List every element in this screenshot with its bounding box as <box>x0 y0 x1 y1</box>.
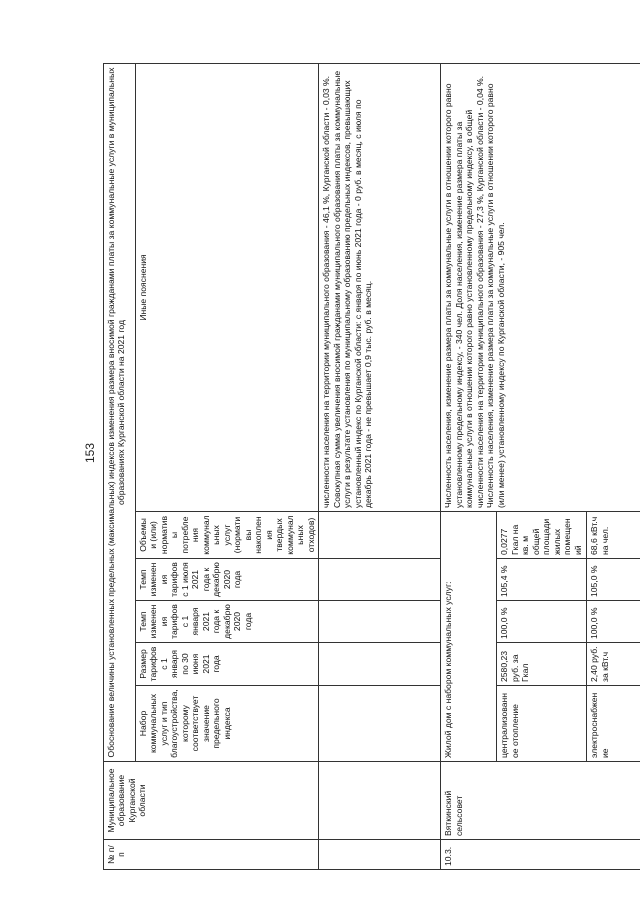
header-volumes: Объемы и (или) нормативы потребления коммунальных услуг (нормативы накопления твердых коммунальных отходов) <box>136 512 319 559</box>
prev-other: численности населения на территории муниципального образования - 46,1 %, Курганской области - 0,03 %. Совокупная сумма увеличения вносимой гражданами муниципального образования платы за коммунальные услуги в результате установления по муниципальному образованию предельных индексов, превышающих установленный индекс по Курганской области: с января по июнь 2021 года - 0 руб. в месяц, с июля по декабрь 2021 года - не превышает 0,9 тыс. руб. в месяц. <box>319 63 441 511</box>
service-growth-jul: 105,0 % <box>587 559 640 601</box>
prev-municipality <box>319 762 441 840</box>
service-name: централизованное отопление <box>497 686 587 762</box>
service-name: электроснабжение <box>587 686 640 762</box>
row-other: Численность населения, изменение размера платы за коммунальные услуги в отношении которого равно установленному предельному индексу, - 340 чел. Доля населения, изменение размера платы за коммунальные услуги в отношении которого равно установленному предельному индексу, в общей численности населения на территории муниципального образования - 27,3 %, Курганской области - 0,04 %. Численность населения, изменение размера платы за коммунальные услуги в отношении которого равно (или менее) установленному индексу по Курганской области, - 905 чел. <box>441 63 640 511</box>
header-tariff-size: Размер тарифов с 1 января по 30 июня 2021 года <box>136 643 319 686</box>
service-volume: 0,0277 Гкал на кв. м общей площади жилых помещений <box>497 512 587 559</box>
row-set-title: Жилой дом с набором коммунальных услуг: <box>441 512 497 762</box>
header-justification: Обоснование величины установленных предельных (максимальных) индексов изменения размера вносимой гражданами платы за коммунальные услуги в муниципальных образованиях Курганской области на 2021 год <box>104 63 136 761</box>
table-row <box>441 63 497 869</box>
header-growth-jul: Темп изменения тарифов с 1 июля 2021 года к декабрю 2020 года <box>136 559 319 601</box>
header-set-type: Набор коммунальных услуг и тип благоустройства, которому соответствует значение предельного индекса <box>136 686 319 762</box>
service-tariff: 2,40 руб. за кВт.ч <box>587 643 640 686</box>
table-row <box>319 63 441 869</box>
prev-set <box>319 686 441 762</box>
indices-table <box>103 63 640 870</box>
header-municipality: Муниципальное образование Курганской области <box>104 762 319 840</box>
page-number: 153 <box>83 442 97 464</box>
prev-no <box>319 840 441 870</box>
service-growth-jan: 100,0 % <box>587 601 640 643</box>
service-volume: 68,6 кВт.ч на чел. <box>587 512 640 559</box>
header-growth-jan: Темп изменения тарифов с 1 января 2021 года к декабрю 2020 года <box>136 601 319 643</box>
header-no: № п/п <box>104 840 319 870</box>
service-growth-jan: 100,0 % <box>497 601 587 643</box>
service-growth-jul: 105,4 % <box>497 559 587 601</box>
prev-volume <box>319 512 441 559</box>
row-no: 10.3. <box>441 840 640 870</box>
rotated-table-wrapper <box>103 64 614 870</box>
prev-growth-jul <box>319 559 441 601</box>
row-municipality: Вяткинский сельсовет <box>441 762 640 840</box>
header-other: Иные пояснения <box>136 63 319 511</box>
prev-tariff <box>319 643 441 686</box>
prev-growth-jan <box>319 601 441 643</box>
service-tariff: 2580,23 руб. за Гкал <box>497 643 587 686</box>
